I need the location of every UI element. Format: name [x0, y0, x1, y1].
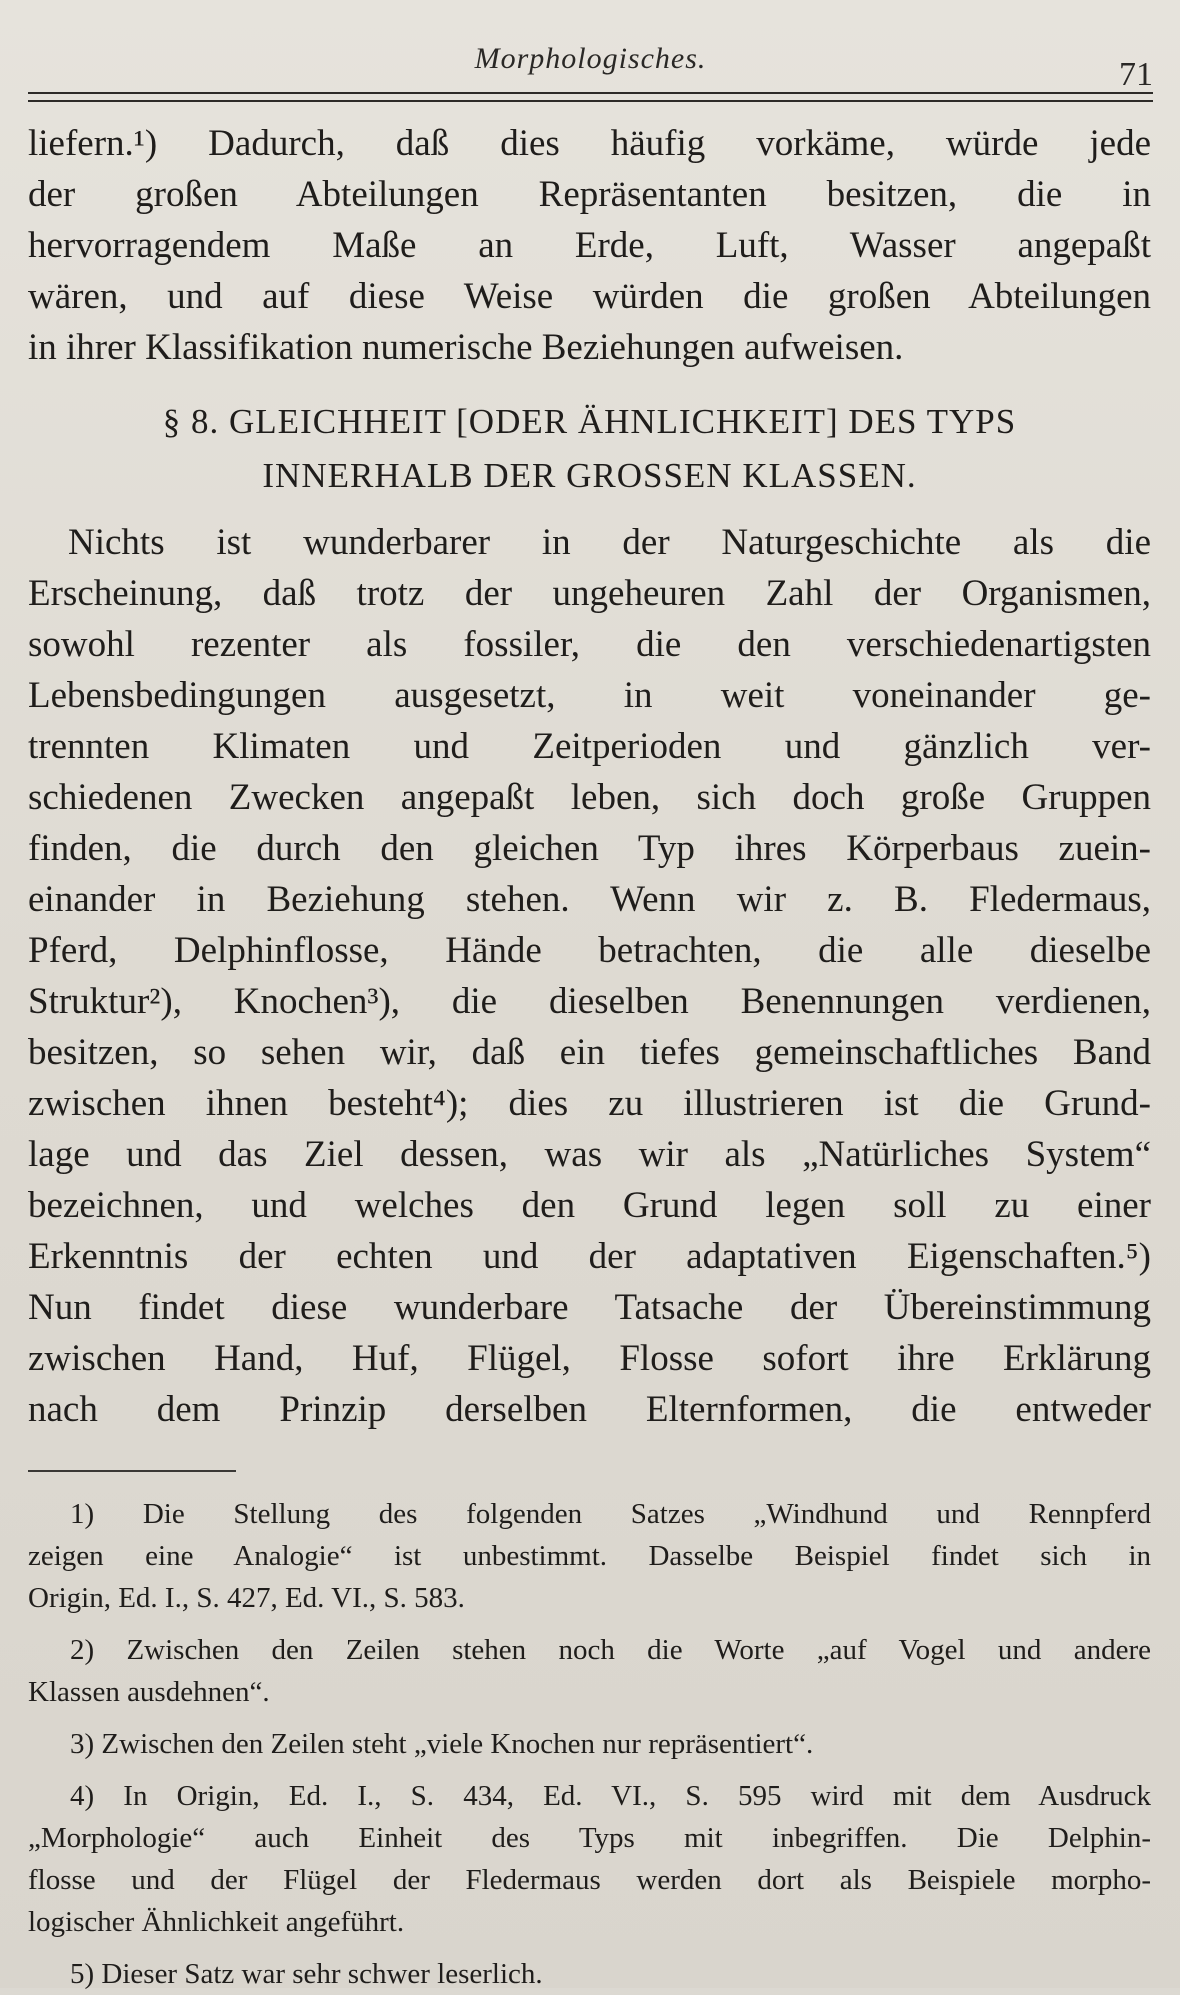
- footnote-4: [28, 1775, 1151, 1943]
- text-line: Nichts ist wunderbarer in der Naturgeschichte als die: [68, 522, 1151, 563]
- text-line: Pferd, Delphinflosse, Hände betrachten, die alle dieselbe: [28, 930, 1151, 971]
- text-line: trennten Klimaten und Zeitperioden und gänzlich ver-: [28, 726, 1151, 767]
- text-line: wären, und auf diese Weise würden die großen Abteilungen: [28, 276, 1151, 317]
- text-line: Erkenntnis der echten und der adaptativen Eigenschaften.⁵): [28, 1236, 1151, 1277]
- text-line: schiedenen Zwecken angepaßt leben, sich doch große Gruppen: [28, 777, 1151, 818]
- footnote-separator: [28, 1470, 236, 1472]
- paragraph-continuation: [28, 118, 1151, 373]
- footnote-line: zeigen eine Analogie“ ist unbestimmt. Dasselbe Beispiel findet sich in: [28, 1540, 1151, 1572]
- footnotes: [28, 1493, 1151, 1995]
- main-text: [28, 118, 1151, 1435]
- text-line: Lebensbedingungen ausgesetzt, in weit voneinander ge-: [28, 675, 1151, 716]
- text-line: Nun findet diese wunderbare Tatsache der Übereinstimmung: [28, 1287, 1151, 1328]
- footnote-1: [28, 1493, 1151, 1619]
- text-line: zwischen Hand, Huf, Flügel, Flosse sofort ihre Erklärung: [28, 1338, 1151, 1379]
- text-line: liefern.¹) Dadurch, daß dies häufig vorkäme, würde jede: [28, 123, 1151, 164]
- section-heading-line-2: INNERHALB DER GROSSEN KLASSEN.: [262, 456, 917, 495]
- footnote-line: Klassen ausdehnen“.: [28, 1676, 270, 1708]
- footnote-3: [28, 1723, 1151, 1765]
- section-heading-line-1: § 8. GLEICHHEIT [ODER ÄHNLICHKEIT] DES TYPS: [162, 402, 1017, 441]
- footnote-line: Origin, Ed. I., S. 427, Ed. VI., S. 583.: [28, 1582, 465, 1614]
- footnote-line: 4) In Origin, Ed. I., S. 434, Ed. VI., S. 595 wird mit dem Ausdruck: [70, 1780, 1151, 1812]
- running-title: Morphologisches.: [474, 42, 707, 75]
- footnote-line: 2) Zwischen den Zeilen stehen noch die Worte „auf Vogel und andere: [70, 1634, 1151, 1666]
- text-line: finden, die durch den gleichen Typ ihres Körperbaus zuein-: [28, 828, 1151, 869]
- text-line: bezeichnen, und welches den Grund legen soll zu einer: [28, 1185, 1151, 1226]
- text-line: nach dem Prinzip derselben Elternformen, die entweder: [28, 1389, 1151, 1430]
- text-line: besitzen, so sehen wir, daß ein tiefes gemeinschaftliches Band: [28, 1032, 1151, 1073]
- page-number: 71: [1119, 56, 1153, 93]
- header-double-rule: [28, 92, 1153, 102]
- footnote-line: 3) Zwischen den Zeilen steht „viele Knochen nur repräsentiert“.: [70, 1728, 814, 1760]
- text-line: hervorragendem Maße an Erde, Luft, Wasser angepaßt: [28, 225, 1151, 266]
- text-line: lage und das Ziel dessen, was wir als „Natürliches System“: [28, 1134, 1151, 1175]
- text-line: zwischen ihnen besteht⁴); dies zu illustrieren ist die Grund-: [28, 1083, 1151, 1124]
- text-line: sowohl rezenter als fossiler, die den verschiedenartigsten: [28, 624, 1151, 665]
- footnote-line: „Morphologie“ auch Einheit des Typs mit inbegriffen. Die Delphin-: [28, 1822, 1151, 1854]
- paragraph-main: [28, 517, 1151, 1435]
- footnote-2: [28, 1629, 1151, 1713]
- text-line: einander in Beziehung stehen. Wenn wir z. B. Fledermaus,: [28, 879, 1151, 920]
- footnote-line: 1) Die Stellung des folgenden Satzes „Windhund und Rennpferd: [70, 1498, 1151, 1530]
- text-line: in ihrer Klassifikation numerische Beziehungen aufweisen.: [28, 327, 904, 368]
- footnote-line: logischer Ähnlichkeit angeführt.: [28, 1906, 405, 1938]
- footnote-line: 5) Dieser Satz war sehr schwer leserlich.: [70, 1958, 543, 1990]
- running-head: [28, 34, 1153, 104]
- text-line: der großen Abteilungen Repräsentanten besitzen, die in: [28, 174, 1151, 215]
- text-line: Struktur²), Knochen³), die dieselben Benennungen verdienen,: [28, 981, 1151, 1022]
- text-line: Erscheinung, daß trotz der ungeheuren Zahl der Organismen,: [28, 573, 1151, 614]
- footnote-5: [28, 1953, 1151, 1995]
- footnote-line: flosse und der Flügel der Fledermaus werden dort als Beispiele morpho-: [28, 1864, 1151, 1896]
